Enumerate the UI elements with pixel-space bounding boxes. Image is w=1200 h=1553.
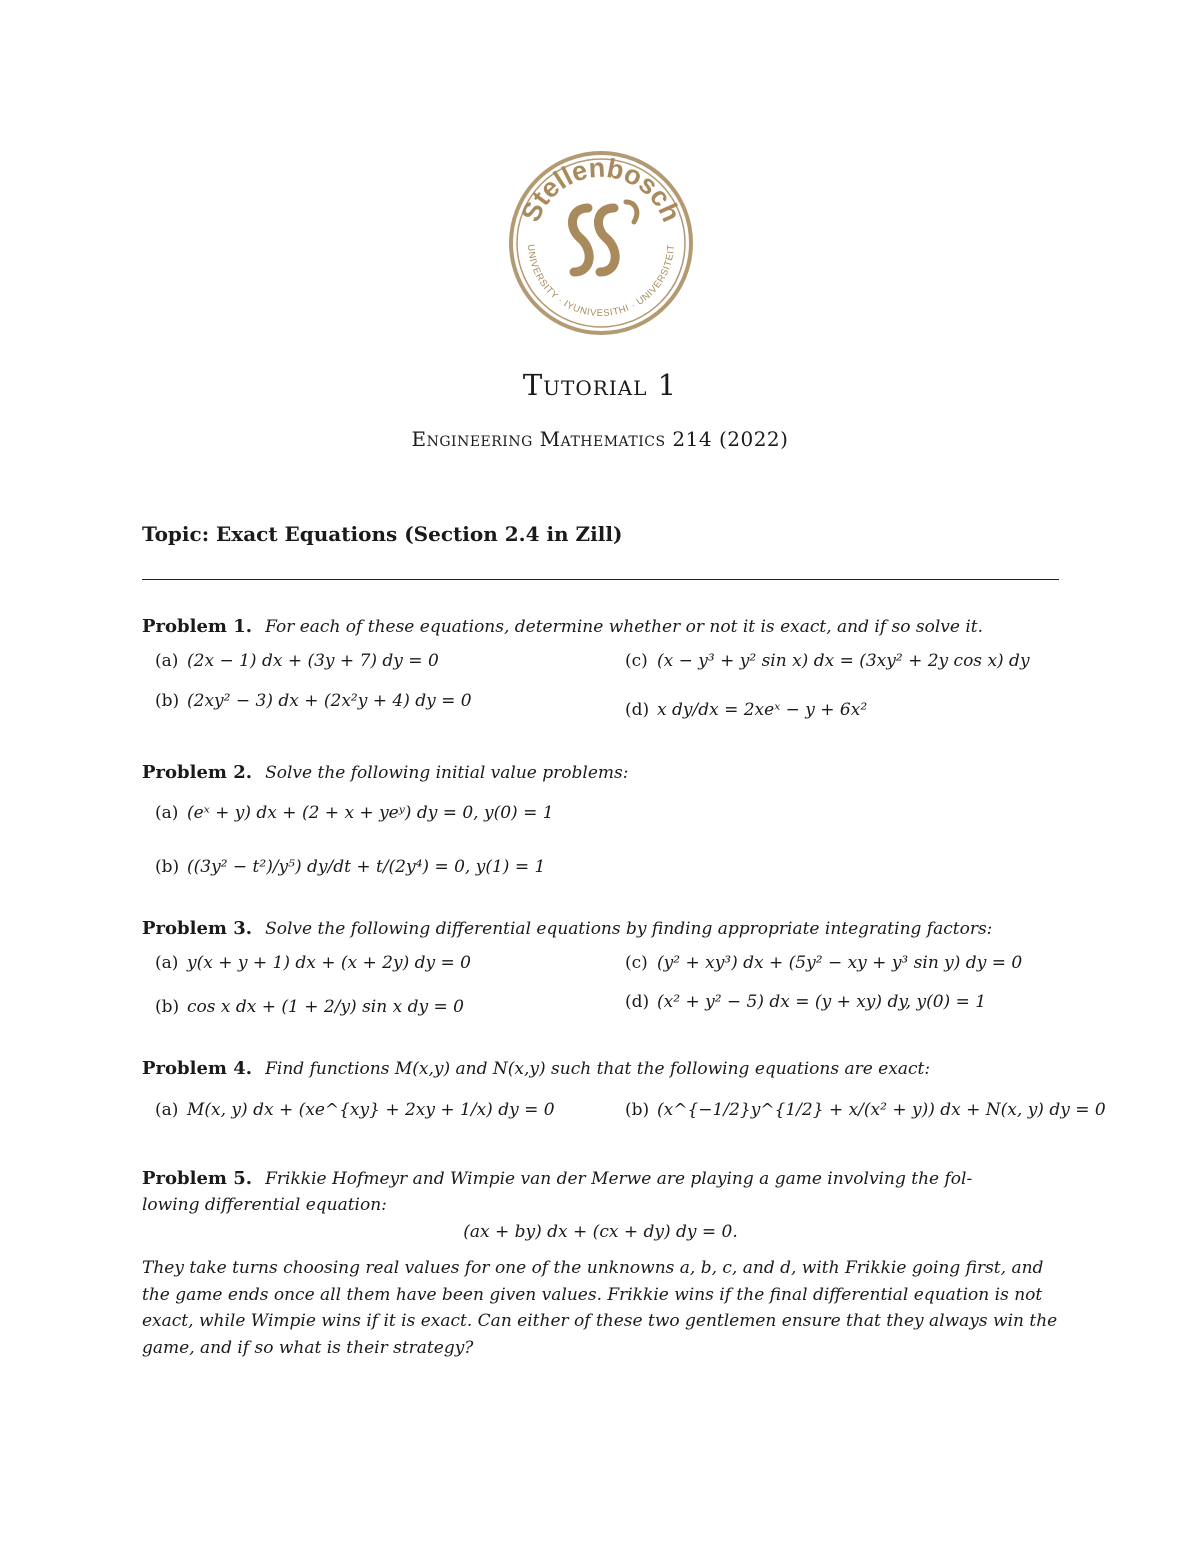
problem-3a [155, 953, 471, 973]
stellenbosch-logo [508, 150, 694, 336]
problem-3d [625, 992, 986, 1012]
problem-3-header [142, 918, 992, 939]
problem-description: For each of these equations, determine whether or not it is exact, and if so solve it. [265, 617, 984, 637]
item-label: (a) [155, 1100, 179, 1120]
item-label: (d) [625, 700, 650, 720]
problem-5-paragraph: They take turns choosing real values for one of the unknowns a, b, c, and d, with Frikkie going first, and the game ends once all them have been given values. Frikkie wins if the final differential equation is not exact, while Wimpie wins if it is exact. Can either of these two gentlemen ensure that they always win the game, and if so what is their strategy? [142, 1258, 1058, 1358]
problem-label: Problem 4. [142, 1058, 253, 1079]
problem-description: Solve the following differential equations by finding appropriate integrating factors: [265, 919, 993, 939]
problem-label: Problem 2. [142, 762, 253, 783]
equation: (2x − 1) dx + (3y + 7) dy = 0 [187, 651, 439, 671]
svg-text:Stellenbosch: Stellenbosch [515, 152, 687, 227]
problem-4a [155, 1100, 555, 1120]
equation: x dy/dx = 2xeˣ − y + 6x² [657, 700, 868, 720]
item-label: (b) [155, 857, 180, 877]
topic-heading: Topic: Exact Equations (Section 2.4 in Zill) [142, 522, 623, 546]
equation: (2xy² − 3) dx + (2x²y + 4) dy = 0 [187, 691, 472, 711]
problem-label: Problem 3. [142, 918, 253, 939]
item-label: (c) [625, 953, 648, 973]
item-label: (c) [625, 651, 648, 671]
item-label: (b) [155, 997, 180, 1017]
item-label: (a) [155, 651, 179, 671]
equation: (eˣ + y) dx + (2 + x + yeʸ) dy = 0, y(0) = 1 [187, 803, 554, 823]
problem-5-header [142, 1168, 972, 1189]
problem-3c [625, 953, 1022, 973]
problem-description: Frikkie Hofmeyr and Wimpie van der Merwe are playing a game involving the fol- [265, 1169, 973, 1189]
problem-label: Problem 1. [142, 616, 253, 637]
equation: (x² + y² − 5) dx = (y + xy) dy, y(0) = 1 [657, 992, 987, 1012]
equation: (y² + xy³) dx + (5y² − xy + y³ sin y) dy = 0 [657, 953, 1023, 973]
problem-1c [625, 651, 1030, 671]
problem-2a [155, 803, 554, 823]
equation: y(x + y + 1) dx + (x + 2y) dy = 0 [187, 953, 471, 973]
tutorial-title: Tutorial 1 [522, 368, 678, 402]
item-label: (b) [155, 691, 180, 711]
divider [142, 579, 1059, 580]
problem-1d [625, 700, 867, 720]
equation: (x − y³ + y² sin x) dx = (3xy² + 2y cos x) dy [657, 651, 1030, 671]
problem-description-continued: lowing differential equation: [142, 1195, 387, 1215]
game-equation: (ax + by) dx + (cx + dy) dy = 0. [463, 1222, 738, 1242]
ss-monogram [572, 202, 636, 272]
item-label: (d) [625, 992, 650, 1012]
problem-description: Find functions M(x,y) and N(x,y) such that the following equations are exact: [265, 1059, 931, 1079]
equation: cos x dx + (1 + 2/y) sin x dy = 0 [187, 997, 464, 1017]
problem-2b [155, 857, 545, 877]
equation: ((3y² − t²)/y⁵) dy/dt + t/(2y⁴) = 0, y(1) = 1 [187, 857, 546, 877]
item-label: (b) [625, 1100, 650, 1120]
problem-1-header [142, 616, 983, 637]
problem-4-header [142, 1058, 930, 1079]
problem-3b [155, 997, 464, 1017]
problem-description: Solve the following initial value problems: [265, 763, 629, 783]
course-subtitle: Engineering Mathematics 214 (2022) [411, 427, 789, 451]
equation: (x^{−1/2}y^{1/2} + x/(x² + y)) dx + N(x, y) dy = 0 [657, 1100, 1106, 1120]
problem-label: Problem 5. [142, 1168, 253, 1189]
problem-2-header [142, 762, 628, 783]
svg-text:UNIVERSITY · IYUNIVESITHI · UN: UNIVERSITY · IYUNIVESITHI · UNIVERSITEIT [524, 243, 678, 320]
item-label: (a) [155, 803, 179, 823]
problem-1b [155, 691, 472, 711]
item-label: (a) [155, 953, 179, 973]
problem-4b [625, 1100, 1106, 1120]
equation: M(x, y) dx + (xe^{xy} + 2xy + 1/x) dy = 0 [187, 1100, 555, 1120]
problem-1a [155, 651, 439, 671]
